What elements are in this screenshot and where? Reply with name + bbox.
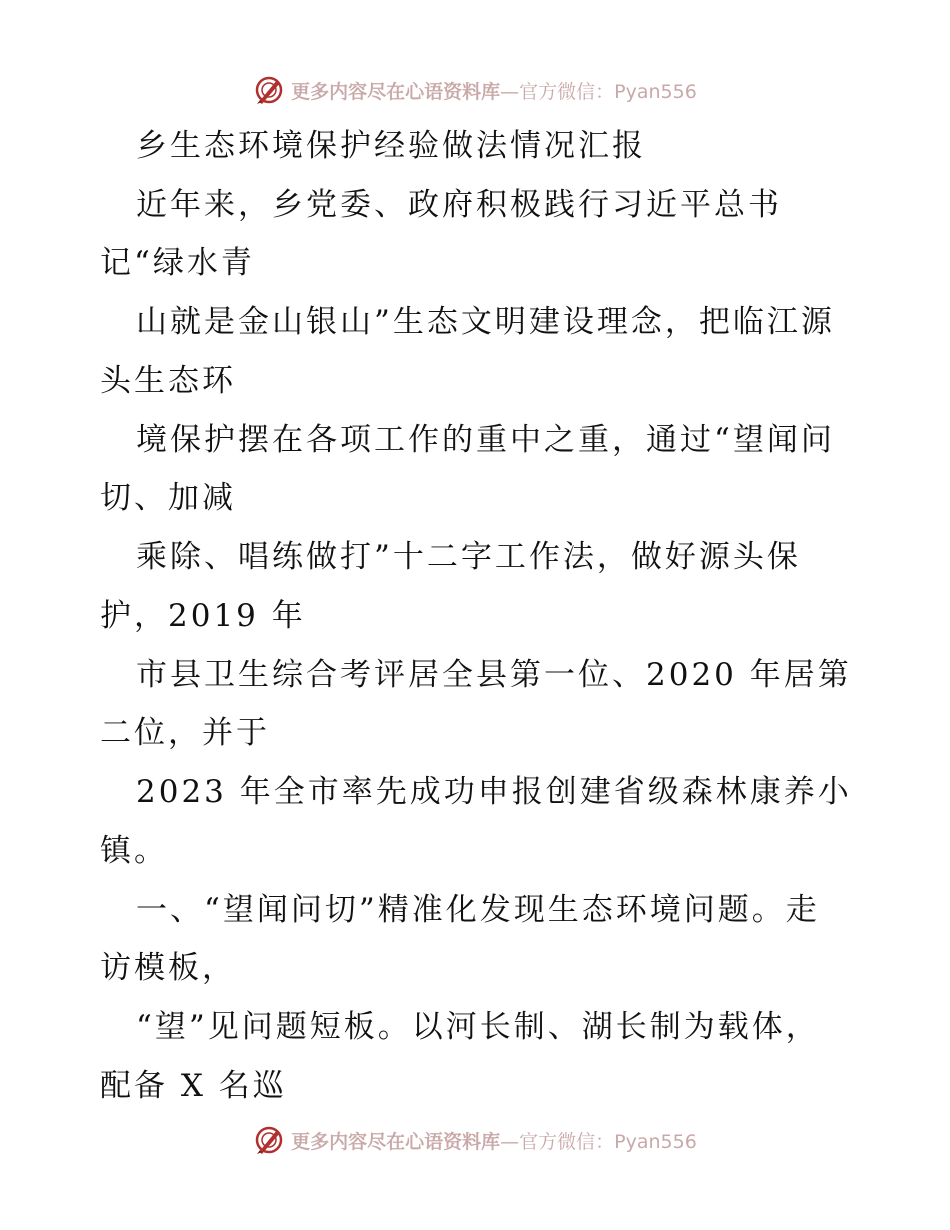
body-line: “望”见问题短板。以河长制、湖长制为载体， xyxy=(136,1009,820,1045)
body-line: 山就是金山银山”生态文明建设理念，把临江源 xyxy=(136,304,835,340)
watermark-brand-text: 更多内容尽在心语资料库 xyxy=(291,80,501,103)
body-line: 镇。 xyxy=(100,833,168,869)
body-line: 境保护摆在各项工作的重中之重，通过“望闻问 xyxy=(136,422,835,458)
body-line: 访模板， xyxy=(100,950,236,986)
section-heading-line: 一、“望闻问切”精准化发现生态环境问题。走 xyxy=(136,892,820,928)
pen-logo-icon xyxy=(253,1124,285,1156)
watermark-header xyxy=(0,72,950,108)
body-line: 记“绿水青 xyxy=(100,245,255,281)
watermark-contact-text: —官方微信：Pyan556 xyxy=(500,1130,697,1153)
body-line: 市县卫生综合考评居全县第一位、2020 年居第 xyxy=(136,657,852,693)
body-line: 乘除、唱练做打”十二字工作法，做好源头保 xyxy=(136,539,801,575)
body-line: 二位，并于 xyxy=(100,715,270,751)
body-line: 切、加减 xyxy=(100,480,236,516)
pen-logo-icon xyxy=(253,74,285,106)
body-line: 护，2019 年 xyxy=(100,598,306,634)
document-title: 乡生态环境保护经验做法情况汇报 xyxy=(136,128,646,164)
body-line: 配备 X 名巡 xyxy=(100,1068,287,1104)
watermark-footer xyxy=(0,1122,950,1158)
body-line: 头生态环 xyxy=(100,363,236,399)
body-line: 近年来，乡党委、政府积极践行习近平总书 xyxy=(136,187,782,223)
watermark-contact-text: —官方微信：Pyan556 xyxy=(500,80,697,103)
watermark-brand-text: 更多内容尽在心语资料库 xyxy=(291,1130,501,1153)
body-line: 2023 年全市率先成功申报创建省级森林康养小 xyxy=(136,774,852,810)
